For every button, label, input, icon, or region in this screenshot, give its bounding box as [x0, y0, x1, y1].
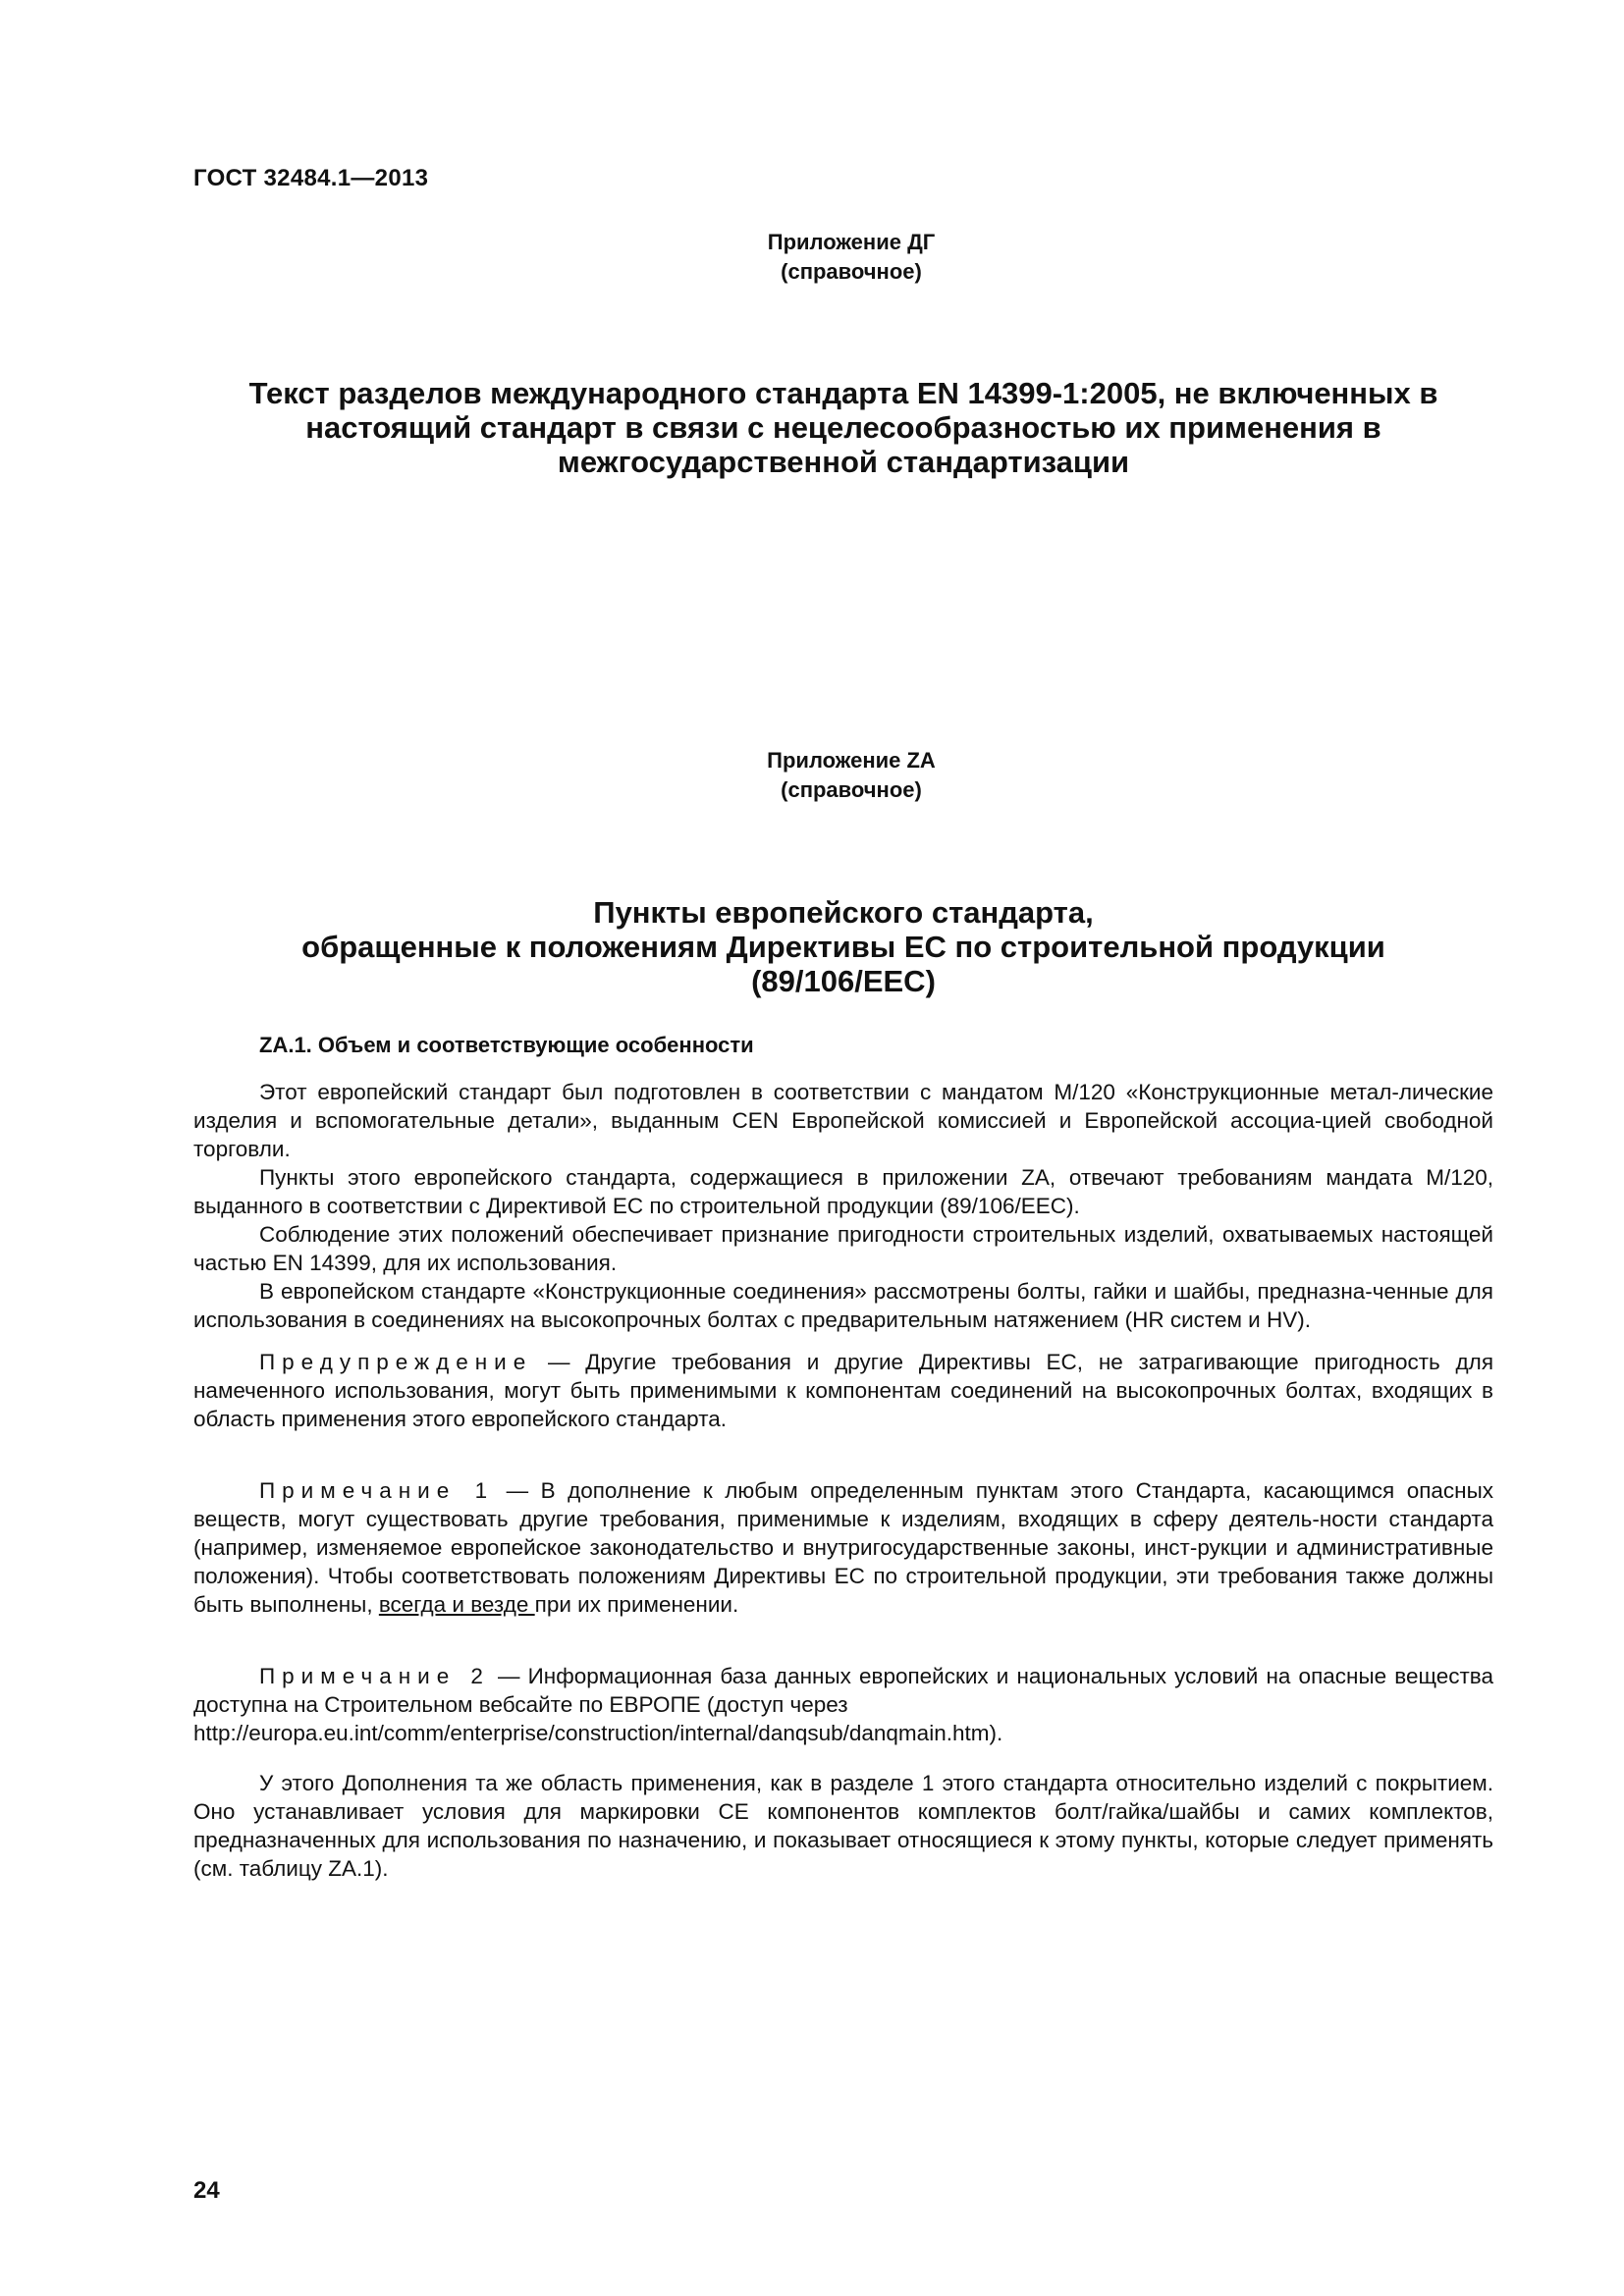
- annex-dg-heading: [193, 376, 1493, 479]
- annex-za-heading: [193, 895, 1493, 998]
- note-1-text-end: при их применении.: [534, 1592, 739, 1617]
- note-2-text: — Информационная база данных европейских и национальных условий на опасные вещества доступна на Строительном вебсайте по ЕВРОПЕ (доступ через: [193, 1664, 1494, 1717]
- note-1-paragraph: [193, 1476, 1493, 1619]
- section-heading: ZA.1. Объем и соответствующие особенности: [259, 1033, 754, 1057]
- note-2-label: Примечание: [259, 1664, 457, 1688]
- warning-text: — Другие требования и другие Директивы ЕС, не затрагивающие пригодность для намеченного использования, могут быть применимыми к компонентам соединений на высокопрочных болтах, входящих в область применения этого европейского стандарта.: [193, 1350, 1493, 1431]
- page-number: 24: [193, 2177, 220, 2204]
- annex-dg-label: [0, 228, 1624, 287]
- annex-za-label: [0, 746, 1624, 805]
- annex-dg-title: Приложение ДГ: [767, 230, 936, 254]
- annex-za-title: Приложение ZA: [767, 748, 936, 773]
- paragraph: Пункты этого европейского стандарта, содержащиеся в приложении ZA, отвечают требованиям мандата M/120, выданного в соответствии с Директивой ЕС по строительной продукции (89/106/EEC).: [193, 1165, 1493, 1218]
- paragraph: Соблюдение этих положений обеспечивает признание пригодности строительных изделий, охватываемых настоящей частью EN 14399, для их использования.: [193, 1222, 1493, 1275]
- note-1-text: — В дополнение к любым определенным пунктам этого Стандарта, касающимся опасных веществ, могут существовать другие требования, применимые к изделиям, входящих в сферу деятель-ности стандарта (например, изменяемое европейское законодательство и внутригосударственные законы, инст-рукции и административные положения). Чтобы соответствовать положениям Директивы ЕС по строительной продукции, эти требования также должны быть выполнены,: [193, 1478, 1494, 1617]
- paragraph: У этого Дополнения та же область применения, как в разделе 1 этого стандарта относительно изделий с покрытием. Оно устанавливает условия для маркировки CE компонентов комплектов болт/гайка/шайбы и самих комплектов, предназначенных для использования по назначению, и показывает относящиеся к этому пункты, которые следует применять (см. таблицу ZA.1).: [193, 1771, 1493, 1881]
- annex-za-heading-line: (89/106/EEC): [751, 964, 936, 998]
- annex-dg-heading-line: межгосударственной стандартизации: [557, 445, 1130, 479]
- annex-za-heading-line: Пункты европейского стандарта,: [593, 895, 1094, 930]
- annex-za-heading-line: обращенные к положениям Директивы ЕС по строительной продукции: [301, 930, 1385, 964]
- annex-dg-heading-line: настоящий стандарт в связи с нецелесообразностью их применения в: [305, 410, 1381, 445]
- warning-label: Предупреждение: [259, 1350, 533, 1374]
- annex-dg-heading-line: Текст разделов международного стандарта EN 14399-1:2005, не включенных в: [248, 376, 1438, 410]
- paragraph: В европейском стандарте «Конструкционные соединения» рассмотрены болты, гайки и шайбы, предназна-ченные для использования в соединениях на высокопрочных болтах с предварительным натяжением (HR систем и HV).: [193, 1279, 1493, 1332]
- document-code: ГОСТ 32484.1—2013: [193, 165, 429, 191]
- section-za1-body: [193, 1031, 1493, 1883]
- note-2-number: 2: [456, 1664, 490, 1688]
- note-1-number: 1: [456, 1478, 495, 1503]
- annex-za-kind: (справочное): [781, 777, 922, 802]
- note-1-label: Примечание: [259, 1478, 457, 1503]
- note-1-underlined-text: всегда и везде: [378, 1592, 535, 1617]
- note-2-paragraph: [193, 1662, 1493, 1719]
- paragraph: Этот европейский стандарт был подготовлен в соответствии с мандатом M/120 «Конструкционные метал-лические изделия и вспомогательные детали», выданным CEN Европейской комиссией и Европейской ассоциа-цией свободной торговли.: [193, 1080, 1493, 1161]
- note-2-url: http://europa.eu.int/comm/enterprise/construction/internal/danqsub/danqmain.htm).: [193, 1721, 1003, 1745]
- warning-paragraph: [193, 1348, 1493, 1433]
- annex-dg-kind: (справочное): [781, 259, 922, 284]
